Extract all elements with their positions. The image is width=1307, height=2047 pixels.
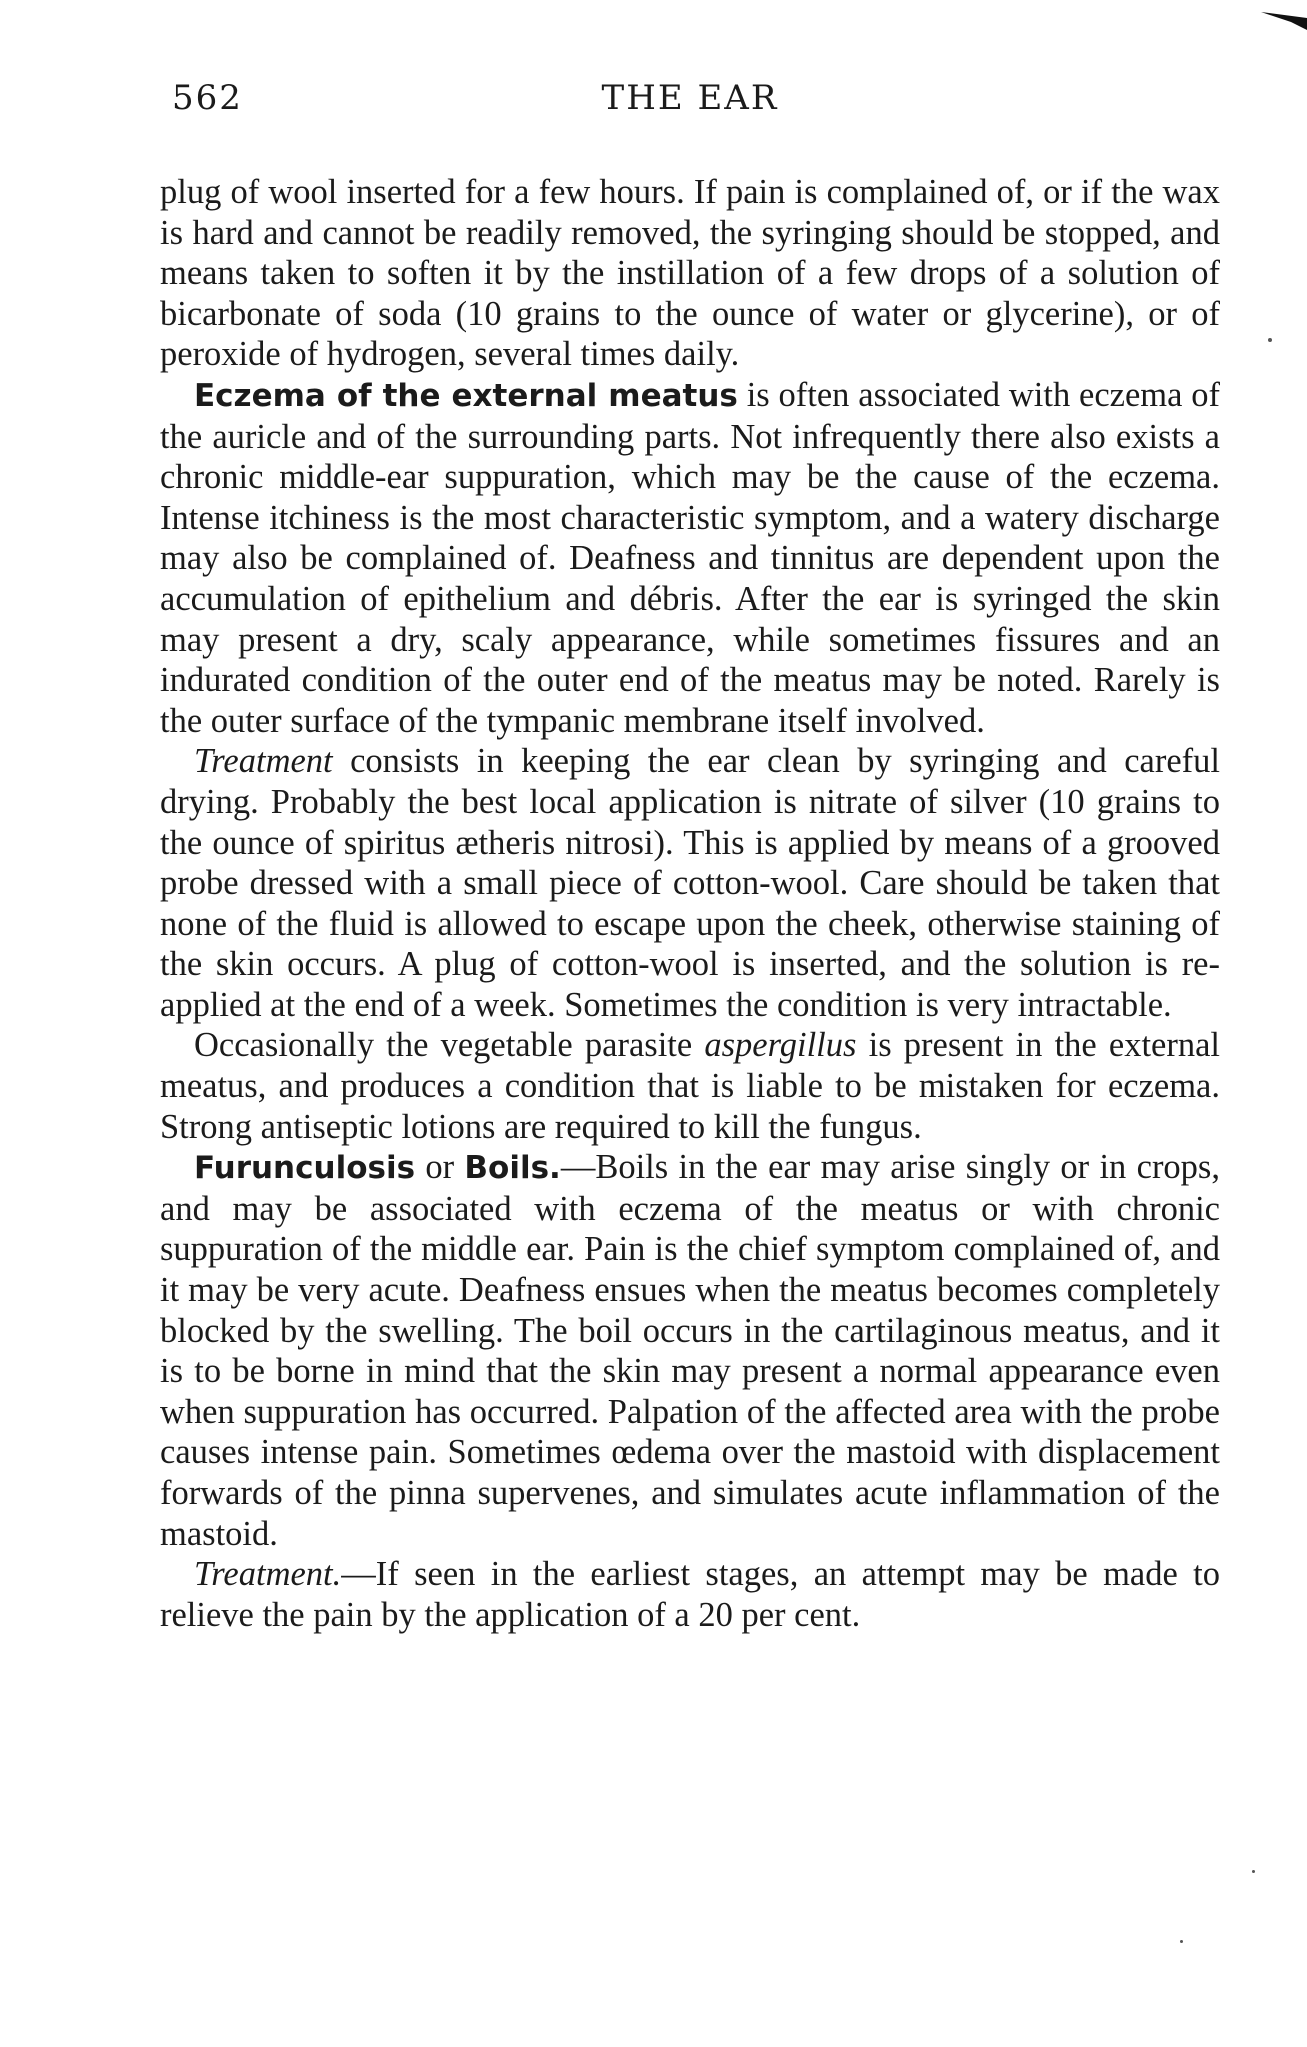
paragraph-text: —Boils in the ear may arise singly or in crops, and may be associated with eczema of the meatus or with chronic suppuration of the middle ear. Pain is the chief symptom complained of, and it may be very acute. Deafness ensues when the meatus becomes completely blocked by the swelling. The boil occurs in the cartilaginous meatus, and it is to be borne in mind that the skin may present a normal appearance even when suppuration has occurred. Palpation of the affected area with the probe causes intense pain. Sometimes œdema over the mastoid with displacement forwards of the pinna supervenes, and simulates acute inflammation of the mastoid. <box>160 1148 1220 1553</box>
paragraph <box>160 741 1220 1025</box>
margin-speck <box>1268 338 1272 342</box>
paragraph <box>160 375 1220 741</box>
italic-term: aspergillus <box>704 1026 857 1065</box>
body-text <box>160 172 1220 1635</box>
paragraph <box>160 1554 1220 1635</box>
margin-speck <box>1180 1940 1183 1943</box>
paragraph-text: is present in the external meatus, and produces a condition that is liable to be mistaken for eczema. Strong antiseptic lotions are required to kill the fungus. <box>160 1026 1220 1146</box>
book-page <box>160 78 1220 1635</box>
running-title: THE EAR <box>601 78 779 118</box>
page-header <box>160 78 1220 128</box>
paragraph-text: is often associated with eczema of the auricle and of the surrounding parts. Not infrequently there also exists a chronic middle-ear suppuration, which may be the cause of the eczema. Intense itchiness is the most characteristic symptom, and a watery discharge may also be complained of. Deafness and tinnitus are dependent upon the accumulation of epithelium and débris. After the ear is syringed the skin may present a dry, scaly appearance, while sometimes fissures and an indurated condition of the outer end of the meatus may be noted. Rarely is the outer surface of the tympanic membrane itself involved. <box>160 375 1220 740</box>
margin-speck <box>1252 1870 1255 1873</box>
paragraph-text: plug of wool inserted for a few hours. If pain is complained of, or if the wax is hard and cannot be readily removed, the syringing should be stopped, and means taken to soften it by the instillation of a few drops of a solution of bicarbonate of soda (10 grains to the ounce of water or glycerine), or of peroxide of hydrogen, several times daily. <box>160 173 1220 374</box>
page-corner-mark <box>1261 8 1307 30</box>
section-heading: Eczema of the external meatus <box>194 377 738 414</box>
paragraph <box>160 1147 1220 1554</box>
paragraph-text: consists in keeping the ear clean by syringing and careful drying. Probably the best local application is nitrate of silver (10 grains to the ounce of spiritus ætheris nitrosi). This is applied by means of a grooved probe dressed with a small piece of cotton-wool. Care should be taken that none of the fluid is allowed to escape upon the cheek, otherwise staining of the skin occurs. A plug of cotton-wool is inserted, and the solution is re-applied at the end of a week. Sometimes the condition is very intractable. <box>160 742 1220 1024</box>
paragraph-text: Occasionally the vegetable parasite <box>194 1026 705 1065</box>
paragraph-text: —If seen in the earliest stages, an attempt may be made to relieve the pain by the application of a 20 per cent. <box>160 1555 1220 1634</box>
page-number: 562 <box>172 78 243 118</box>
paragraph-text: or <box>415 1148 465 1187</box>
section-heading: Furunculosis <box>194 1150 416 1187</box>
italic-term: Treatment. <box>194 1555 342 1594</box>
paragraph <box>160 1025 1220 1147</box>
section-heading: Boils. <box>464 1150 561 1187</box>
paragraph <box>160 172 1220 375</box>
italic-term: Treatment <box>194 742 333 781</box>
